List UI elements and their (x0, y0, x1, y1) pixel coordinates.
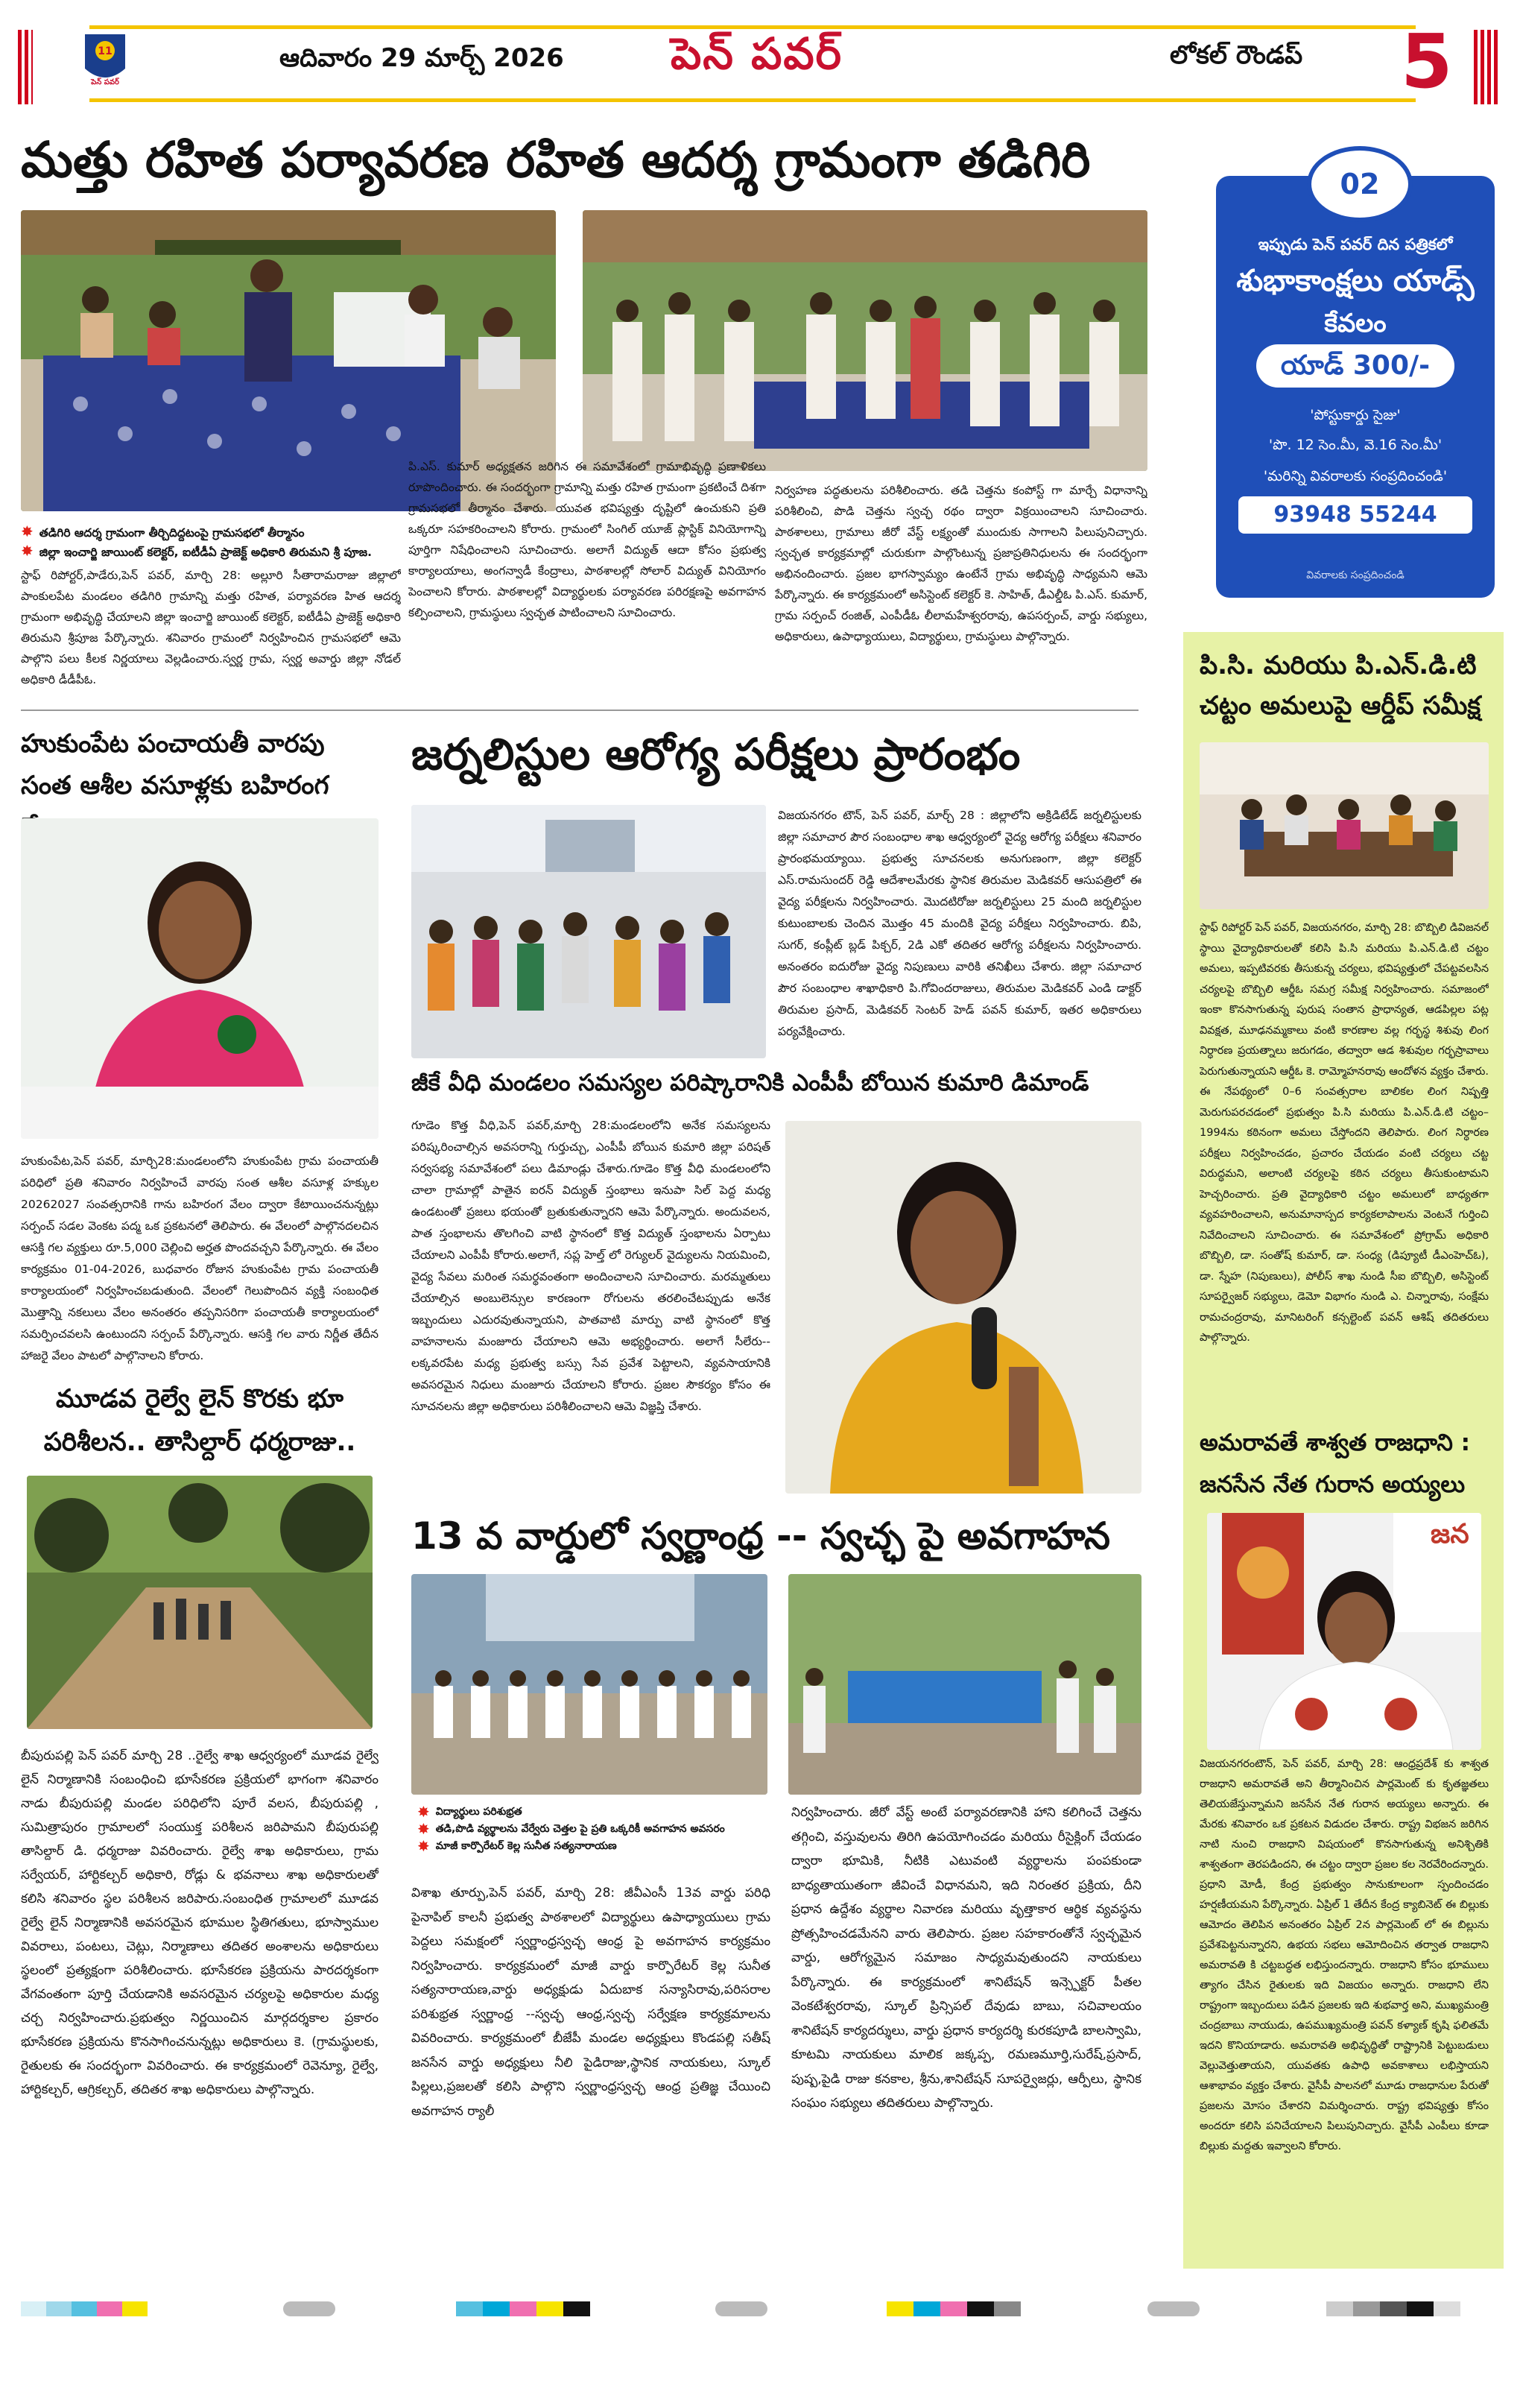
ad-footer: వివరాలకు సంప్రదించండి (1306, 569, 1405, 581)
story8-photo (1207, 1513, 1481, 1750)
ad-line-1: ఇప్పుడు పెన్ పవర్ దిన పత్రికలో (1258, 236, 1453, 253)
story6-column-2: నిర్వహించారు. జీరో వేస్ట్ అంటే పర్యావరణానికి హాని కలిగించే చెత్తను తగ్గించి, వస్తువులను తిరిగి ఉపయోగించడం మరియు రీసైక్లింగ్ చేయడం ద్వారా భూమికి, నీటికి ఎటువంటి వ్యర్థాలను పంపకుండా బాధ్యతాయుతంగా జీవించే విధానమని, ఇది నిరంతర ప్రక్రియ, దీని ప్రధాన ఉద్దేశం వ్యర్థాల నివారణ మరియు వృత్తాకార ఆర్థిక వ్యవస్థను ప్రోత్సహించడమేనని వారు తెలిపారు. ప్రజల సహకారంతోనే స్వచ్ఛమైన వార్డు, ఆరోగ్యమైన సమాజం సాధ్యమవుతుందని నాయకులు పేర్కొన్నారు. ఈ కార్యక్రమంలో శానిటేషన్ ఇన్స్పెక్టర్ పీతల వెంకటేశ్వరరావు, స్కూల్ ప్రిన్సిపల్ దేవుడు బాబు, సచివాలయం శానిటేషన్ కార్యదర్శులు, వార్డు ప్రధాన కార్యదర్శి కురకపూడి బాలస్వామి, కూటమి నాయకులు మాలిక జక్కప్ప, రమణమూర్తి,సురేష్,ప్రసాద్, పుష్ప,పైడి రాజు కనకాల, శ్రీను,శానిటేషన్ సూపర్వైజర్లు, ఆర్పీలు, స్థానిక సంఘం సభ్యులు తదితరులు పాల్గొన్నారు. (791, 1805, 1141, 2111)
bullet-star-icon: ✸ (417, 1820, 430, 1838)
ad-line-3: కేవలం (1324, 309, 1387, 338)
bullet-star-icon: ✸ (417, 1803, 430, 1821)
story7-body: స్టాఫ్ రిపోర్టర్ పెన్ పవర్, విజయనగరం, మార్చి 28: బొబ్బిలి డివిజనల్ స్థాయి వైద్యాధికారులతో కలిసి పి.సి మరియు పి.ఎన్.డి.టి చట్టం అమలు, ఇప్పటివరకు తీసుకున్న చర్యలు, భవిష్యత్తులో చేపట్టవలసిన చర్యలపై బొబ్బిలి ఆర్డీఓ సమగ్ర సమీక్ష నిర్వహించారు. సమాజంలో ఇంకా కొనసాగుతున్న పురుష సంతాన ప్రాధాన్యత, ఆడపిల్లల పట్ల వివక్షత, మూఢనమ్మకాలు వంటి కారణాల వల్ల గర్భస్థ శిశువు లింగ నిర్ధారణ ప్రయత్నాలు జరుగడం, తద్వారా ఆడ శిశువుల గర్భస్రావాలు పెరుగుతున్నాయని ఆర్డీఓ కె. రామ్మోహనరావు ఆందోళన వ్యక్తం చేశారు. ఈ నేపథ్యంలో 0–6 సంవత్సరాల బాలికల లింగ నిష్పత్తి మెరుగుపరచడంలో ప్రభుత్వం పి.సి మరియు పి.ఎన్.డి.టి చట్టం–1994ను కఠినంగా అమలు చేస్తోందని తెలిపారు. లింగ నిర్ధారణ పరీక్షలు నిర్వహించడం, ప్రచారం చేయడం వంటి చర్యలు చట్ట విరుద్ధమని, అలాంటి చర్యలపై కఠిన చర్యలు తీసుకుంటామని హెచ్చరించారు. ప్రతి వైద్యాధికారి చట్టం అమలులో బాధ్యతగా వ్యవహరించాలని, అనుమానాస్పద కార్యకలాపాలను వెంటనే గుర్తించి నివేదించాలని సూచించారు. ఈ సమావేశంలో ప్రోగ్రామ్ అధికారి బొబ్బిలి, డా. సంతోష్ కుమార్, డా. సంధ్య (డిప్యూటీ డీఎంహెచ్ఓ), డా. స్నేహ (నిపుణులు), పోలీస్ శాఖ నుండి సీఐ బొబ్బిలి, అసిస్టెంట్ సూపర్వైజర్ సభ్యులు, డెమో విభాగం నుండి ఎ. చిన్నారావు, సంక్షేమ రామచంద్రరావు, మానిటరింగ్ కన్సల్టెంట్ పవన్ ఆశిష్ తదితరులు పాల్గొన్నారు. (1200, 922, 1489, 1344)
page-number: 5 (1401, 18, 1453, 105)
bottom-rule (89, 98, 1416, 102)
story7-photo (1200, 742, 1489, 909)
story2-photo (21, 818, 379, 1139)
bullet-star-icon: ✸ (21, 522, 34, 540)
ad-line-2: శుభాకాంక్షలు యాడ్స్ (1236, 264, 1475, 298)
story6-headline: 13 వ వార్డులో స్వర్ణాంధ్ర -- స్వచ్ఛ పై అవగాహన (411, 1514, 1111, 1558)
story6-caption-1: ✸ విద్యార్థులు పరిశుభ్రత (417, 1803, 522, 1821)
story3-headline: మూడవ రైల్వే లైన్ కొరకు భూ పరిశీలన.. తాసిల్దార్ ధర్మరాజు.. (43, 1384, 356, 1457)
story5-body: గూడెం కొత్త వీధి,పెన్ పవర్,మార్చి 28:మండలంలోని అనేక సమస్యలను పరిష్కరించాల్సిన అవసరాన్ని గుర్తుచ్చు, ఎంపీపీ బోయిన కుమారి జిల్లా పరిషత్ సర్వసభ్య సమావేశంలో పలు డిమాండ్లు చేశారు.గూడెం కొత్త వీధి మండలంలోని చాలా గ్రామాల్లో పాతైన ఐరన్ విద్యుత్ స్తంభాలు ఇనుపా సిల్ పెద్ద మధ్య ఉండటంతో ప్రజలు భయంతో బ్రతుకుతున్నారని ఆమె పేర్కొన్నారు. అందువలన, పాత స్తంభాలను తొలగించి వాటి స్థానంలో కొత్త విద్యుత్ స్తంభాలను ఏర్పాటు చేయాలని ఎంపీపీ కోరారు.అలాగే, సప్ల హెల్త్ లో రెగ్యులర్ వైద్యులను నియమించి, వైద్య సేవలు మరింత సమర్థవంతంగా అందించాలని సూచించారు. మరమ్మతులు చేయాల్సిన అంబులెన్సుల కారణంగా రోగులను తరలించేటప్పుడు అనేక ఇబ్బందులు ఎదురవుతున్నాయని, పాతవాటి మార్పు వాటి స్థానంలో కొత్త వాహనాలను మంజూరు చేయాలని ఆమె అభ్యర్థించారు. అలాగే సీలేరు--లక్కవరపేట మధ్య ప్రభుత్వ బస్సు సేవ ప్రవేశ పెట్టాలని, వ్యవసాయానికి అవసరమైన నిధులు మంజూరు చేయాలని కోరారు. ప్రజల సౌకర్యం కోసం ఈ సూచనలను జిల్లా అధికారులు పరిశీలించాలని ఆమె విజ్ఞప్తి చేశారు. (411, 1119, 770, 1413)
story5-photo (785, 1121, 1141, 1494)
story3-photo (27, 1476, 373, 1729)
ad-line-6: 'పొ. 12 సెం.మీ, వె.16 సెం.మీ' (1268, 437, 1443, 453)
story4-photo (411, 805, 766, 1058)
story8-body: విజయనగరంటౌన్, పెన్ పవర్, మార్చి 28: ఆంధ్రప్రదేశ్ కు శాశ్వత రాజధాని అమరావతే అని తీర్మానించిన పార్లమెంట్ కు కృతజ్ఞతలు తెలియజేస్తున్నామని జనసేన నేత గురాన అయ్యలు అన్నారు. ఈ మేరకు శనివారం ఒక ప్రకటన విడుదల చేశారు. రాష్ట్ర విభజన జరిగిన నాటి నుంచి రాజధాని విషయంలో కొనసాగుతున్న అనిశ్చితికి శాశ్వతంగా తెరపడిందని, ఈ చట్టం ద్వారా ప్రజల కల నెరవేరిందన్నారు. ప్రధాని మోడీ, కేంద్ర ప్రభుత్వం సానుకూలంగా స్పందించడం హర్షణీయమని పేర్కొన్నారు. ఏప్రిల్ 1 తేదీన కేంద్ర క్యాబినెట్ ఈ బిల్లుకు ఆమోదం తెలిపిన అనంతరం ఏప్రిల్ 2న పార్లమెంట్ లో ఈ బిల్లును ప్రవేశపెట్టనున్నారని, ఉభయ సభలు ఆమోదించిన తర్వాత రాజధాని అమరావతి కి చట్టబద్ధత లభిస్తుందన్నారు. రాజధాని కోసం భూములు త్యాగం చేసిన రైతులకు ఇది విజయం అన్నారు. రాజధాని లేని రాష్ట్రంగా ఇబ్బందులు పడిన ప్రజలకు ఇది శుభవార్త అని, ముఖ్యమంత్రి చంద్రబాబు నాయుడు, ఉపముఖ్యమంత్రి పవన్ కళ్యాణ్ కృషి ఫలితమే ఇదని కొనియాడారు. అమరావతి అభివృద్ధితో రాష్ట్రానికి పెట్టుబడులు వెల్లువెత్తుతాయని, యువతకు ఉపాధి అవకాశాలు లభిస్తాయని ఆశాభావం వ్యక్తం చేశారు. వైసీపీ పాలనలో మూడు రాజధానుల పేరుతో ప్రజలను మోసం చేశారని విమర్శించారు. రాష్ట్ర భవిష్యత్తు కోసం అందరూ కలిసి పనిచేయాలని పిలుపునిచ్చారు. వైసీపీ ఎంపీలు కూడా బిల్లుకు మద్దతు ఇవ్వాలని కోరారు. (1200, 1758, 1489, 2152)
right-stripe (1474, 30, 1499, 104)
story1-column-3: నిర్వహణ పద్ధతులను పరిశీలించారు. తడి చెత్తను కంపోస్ట్ గా మార్చే విధానాన్ని పరిశీలించి, పొడి చెత్తను స్వచ్ఛ రథం ద్వారా విక్రయించాలని సూచించారు. పాఠశాలలు, గ్రామాలు జీరో వేస్ట్ లక్ష్యంతో ముందుకు సాగాలని పిలుపునిచ్చారు. స్వచ్ఛత కార్యక్రమాల్లో చురుకుగా పాల్గొంటున్న ప్రజాప్రతినిధులను ఈ సందర్భంగా అభినందించారు. ప్రజల భాగస్వామ్యం ఉంటేనే గ్రామ అభివృద్ధి సాధ్యమని ఆమె పేర్కొన్నారు. ఈ కార్యక్రమంలో అసిస్టెంట్ కలెక్టర్ కె. సాహిత్, డీఎల్డీఓ పి.ఎస్. కుమార్, గ్రామ సర్పంచ్ రంజిత్, ఎంపీడీఓ లీలామహేశ్వరరావు, ఉపసర్పంచ్, వార్డు సభ్యులు, అధికారులు, ఉపాధ్యాయులు, విద్యార్థులు, గ్రామస్థులు పాల్గొన్నారు. (775, 484, 1147, 643)
story6-captions (417, 1804, 760, 1855)
ad-number-badge: 02 (1307, 146, 1413, 222)
story4-headline: జర్నలిస్టుల ఆరోగ్య పరీక్షలు ప్రారంభం (411, 729, 1021, 780)
story1-caption-1: ✸ తడిగిరి ఆదర్శ గ్రామంగా తీర్చిదిద్దటంపై గ్రామసభలో తీర్మానం (21, 522, 305, 540)
ad-line-7: 'మరిన్ని వివరాలకు సంప్రదించండి' (1263, 468, 1448, 484)
story8-photo-sign: జన (1431, 1519, 1469, 1549)
svg-text:11: 11 (98, 45, 113, 57)
story2-headline: హుకుంపేట పంచాయతీ వారపు సంత ఆశీల వసూళ్లకు బహిరంగ (21, 729, 329, 800)
section-divider (21, 710, 1139, 711)
logo-text: పెన్ పవర్ (91, 78, 119, 86)
ad-phone: 93948 55244 (1238, 496, 1472, 534)
story6-caption-3: ✸ మాజీ కార్పొరేటర్ కెల్ల సునీత సత్యనారాయణ (417, 1837, 617, 1855)
bullet-star-icon: ✸ (21, 542, 34, 560)
bullet-star-icon: ✸ (417, 1837, 430, 1855)
story1-photo-2 (583, 210, 1147, 471)
story6-column-1: విశాఖ తూర్పు,పెన్ పవర్, మార్చి 28: జీవీఎంసీ 13వ వార్డు పరిధి పైనాపిల్ కాలనీ ప్రభుత్వ పాఠశాలలో విద్యార్థులు ఉపాధ్యాయులు గ్రామ పెద్దలు సమక్షంలో స్వర్ణాంధ్రస్వచ్ఛ ఆంధ్ర పై అవగాహన కార్యక్రమం నిర్వహించారు. కార్యక్రమంలో మాజీ వార్డు కార్పొరేటర్ కెల్ల సునీత సత్యనారాయణ,వార్డు అధ్యక్షుడు ఏదుబాక సన్యాసిరావు,పరిసరాల పరిశుభ్రత స్వర్ణాంధ్ర --స్వచ్ఛ ఆంధ్ర,స్వచ్ఛ సర్వేక్షణ కార్యక్రమాలను వివరించారు. కార్యక్రమంలో బీజేపీ మండల అధ్యక్షులు కొండపల్లి సతీష్ జనసేన వార్డు అధ్యక్షులు నీలి పైడిరాజు,స్థానిక నాయకులు, స్కూల్ పిల్లలు,ప్రజలతో కలిసి పాల్గొని స్వర్ణాంధ్రస్వచ్ఛ ఆంధ్ర ప్రతిజ్ఞ చేయించి అవగాహన ర్యాలీ (411, 1886, 770, 2119)
section-name: లోకల్ రౌండప్ (1170, 40, 1303, 70)
story8-headline: అమరావతే శాశ్వత రాజధాని : జనసేన నేత గురాన అయ్యలు (1200, 1429, 1471, 1498)
paper-title: పెన్ పవర్ (671, 28, 843, 79)
story6-caption-2: ✸ తడి,పొడి వ్యర్థాలను వేర్వేరు చెత్తల పై ప్రతి ఒక్కరికీ అవగాహన అవసరం (417, 1820, 725, 1838)
story7-headline: పి.సి. మరియు పి.ఎన్.డి.టి చట్టం అమలుపై ఆర్డీప్ సమీక్ష (1200, 651, 1481, 721)
story1-column-2: పి.ఎస్. కుమార్ అధ్యక్షతన జరిగిన ఈ సమావేశంలో గ్రామాభివృద్ధి ప్రణాళికలు రూపొందించారు. ఈ సందర్భంగా గ్రామాన్ని మత్తు రహిత గ్రామంగా ప్రకటించే దిశగా గ్రామసభలో తీర్మానం చేశారు. యువత భవిష్యత్తు దృష్టిలో ఉంచుకుని ప్రతి ఒక్కరూ సహకరించాలని కోరారు. గ్రామంలో సింగిల్ యూజ్ ప్లాస్టిక్ వినియోగాన్ని పూర్తిగా నిషేధించాలని సూచించారు. అలాగే విద్యుత్ ఆదా కోసం ప్రభుత్వ కార్యాలయాలు, అంగన్వాడీ కేంద్రాలు, పాఠశాలల్లో సోలార్ విద్యుత్ వినియోగం పెంచాలని కోరారు. పాఠశాలల్లో విద్యార్థులకు పర్యావరణ పరిరక్షణపై అవగాహన కల్పించాలని, గ్రామస్థులు స్వచ్ఛత పాటించాలని సూచించారు. (408, 460, 766, 619)
story1-column-1: స్టాఫ్ రిపోర్టర్,పాడేరు,పెన్ పవర్, మార్చి 28: అల్లూరి సీతారామరాజు జిల్లాలో పాంకులపేట మండలం తడిగిరి గ్రామాన్ని మత్తు రహిత, పర్యావరణ హిత ఆదర్శ గ్రామంగా అభివృద్ధి చేయాలని జిల్లా ఇంచార్జి జాయింట్ కలెక్టర్, ఐటీడీఏ ప్రాజెక్ట్ అధికారి తిరుమని శ్రీపూజ పేర్కొన్నారు. శనివారం గ్రామంలో నిర్వహించిన గ్రామసభలో ఆమె పాల్గొని పలు కీలక నిర్ణయాలు వెల్లడించారు.స్వర్ణ గ్రామ, స్వర్ణ అవార్డు జిల్లా నోడల్ అధికారి డీడీపీఓ. (21, 569, 401, 686)
story1-headline: మత్తు రహిత పర్యావరణ రహిత ఆదర్శ గ్రామంగా తడిగిరి (21, 131, 1091, 189)
story6-photo-2 (788, 1574, 1141, 1795)
ad-line-5: 'పోస్టుకార్డు సైజు' (1310, 407, 1401, 423)
story4-body: విజయనగరం టౌన్, పెన్ పవర్, మార్చ్ 28 : జిల్లాలోని అక్రిడిటేడ్ జర్నలిస్టులకు జిల్లా సమాచార పౌర సంబంధాల శాఖ ఆధ్వర్యంలో వైద్య ఆరోగ్య పరీక్షలు శనివారం ప్రారంభమయ్యాయి. ప్రభుత్వ సూచనలకు అనుగుణంగా, జిల్లా కలెక్టర్ ఎస్.రామసుందర్ రెడ్డి ఆదేశాలమేరకు స్థానిక తిరుమల మెడికవర్ ఆసుపత్రిలో ఈ వైద్య పరీక్షలను నిర్వహించారు. మొదటిరోజు జర్నలిస్టులు 25 మంది జర్నలిస్టుల కుటుంబాలకు చెందిన మొత్తం 45 మందికి వైద్య పరీక్షలు నిర్వహించారు. బిపి, సుగర్, కంప్లీట్ బ్లడ్ పిక్చర్, 2డి ఎకో తదితర ఆరోగ్య పరీక్షలను నిర్వహించారు. అనంతరం ఐదురోజు వైద్య నిపుణులు వారికి తనిఖీలు చేశారు. జిల్లా సమాచార పౌర సంబంధాల శాఖాధికారి పి.గోవిందరాజులు, తిరుమల మెడికవర్ ఎండి డాక్టర్ తిరుమల ప్రసాద్, మెడికవర్ సెంటర్ హెడ్ పవన్ కుమార్, ఇతర అధికారులు పర్యవేక్షించారు. (778, 809, 1141, 1038)
story5-headline: జీకే వీధి మండలం సమస్యల పరిష్కారానికి ఎంపీపీ బోయిన కుమారి డిమాండ్ (411, 1069, 1089, 1096)
issue-date: ఆదివారం 29 మార్చ్ 2026 (279, 43, 564, 73)
left-stripe (18, 30, 33, 104)
story1-captions (21, 523, 401, 562)
logo (80, 31, 130, 88)
story3-body: బీపురుపల్లి పెన్ పవర్ మార్చి 28 ..రైల్వే శాఖ ఆధ్వర్యంలో మూడవ రైల్వే లైన్ నిర్మాణానికి సంబంధించి భూసేకరణ ప్రక్రియలో భాగంగా శనివారం నాడు బీపురుపల్లి మండల పరిధిలోని పూరే వలస, బీపురుపల్లి , సుమిత్రాపురం గ్రామాలలో సంయుక్త పరిశీలన జరిపామని బీపురుపల్లి తాసిల్దార్ డి. ధర్మరాజు వివరించారు. రైల్వే శాఖ అధికారులు, గ్రామ సర్వేయర్, హార్టికల్చర్ అధికారి, రోడ్లు & భవనాలు శాఖ అధికారులతో కలిసి శనివారం స్థల పరిశీలన జరిపారు.సంబంధిత గ్రామాలలో మూడవ రైల్వే లైన్ నిర్మాణానికి అవసరమైన భూముల స్థితిగతులు, భూస్వాముల వివరాలు, పంటలు, చెట్లు, నిర్మాణాలు తదితర అంశాలను అధికారులు స్థలంలో ప్రత్యక్షంగా పరిశీలించారు. భూసేకరణ ప్రక్రియను పారదర్శకంగా వేగవంతంగా పూర్తి చేయడానికి అవసరమైన చర్యలపై అధికారుల మధ్య చర్చ నిర్వహించారు.ప్రభుత్వం నిర్ణయించిన మార్గదర్శకాల ప్రకారం భూసేకరణ ప్రక్రియను కొనసాగించనున్నట్లు అధికారులు కె. (గ్రామస్థులకు, రైతులకు ఈ సందర్భంగా వివరించారు. ఈ కార్యక్రమంలో రెవెన్యూ, రైల్వే, హార్టికల్చర్, ఆగ్రికల్చర్, తదితర శాఖ అధికారులు పాల్గొన్నారు. (21, 1748, 379, 2097)
ad-price: యాడ్ 300/- (1256, 344, 1454, 388)
story2-body: హుకుంపేట,పెన్ పవర్, మార్చి28:మండలంలోని హుకుంపేట గ్రామ పంచాయతీ పరిధిలో ప్రతి శనివారం నిర్వహించే వారపు సంత ఆశీల వసూళ్ల హక్కుల 20262027 సంవత్సరానికి గాను బహిరంగ వేలం ద్వారా కేటాయించనున్నట్లు సర్పంచ్ సడల వెంకట పద్మ ఒక ప్రకటనలో తెలిపారు. ఈ వేలంలో పాల్గొనదలచిన ఆసక్తి గల వ్యక్తులు రూ.5,000 చెల్లించి అర్హత పొందవచ్చని పేర్కొన్నారు. ఈ వేలం కార్యక్రమం 01-04-2026, బుధవారం రోజున హుకుంపేట గ్రామ పంచాయతీ కార్యాలయంలో నిర్వహించబడుతుంది. వేలంలో గెలుపొందిన వ్యక్తి సంబంధిత మొత్తాన్ని నకలులు వేలం అనంతరం తప్పనిసరిగా పంచాయతీ కార్యాలయంలో సమర్పించవలసి ఉంటుందని సర్పంచ్ పేర్కొన్నారు. ఆసక్తి గల వారు నిర్ణీత తేదీన హాజరై వేలం పాటలో పాల్గొనాలని కోరారు. (21, 1154, 379, 1362)
story6-photo-1 (411, 1574, 767, 1795)
ad-box (1216, 168, 1495, 598)
story1-caption-2: ✸ జిల్లా ఇంచార్జి జాయింట్ కలెక్టర్, ఐటీడీఏ ప్రాజెక్ట్ అధికారి తిరుమని శ్రీ పూజ. (21, 542, 373, 560)
